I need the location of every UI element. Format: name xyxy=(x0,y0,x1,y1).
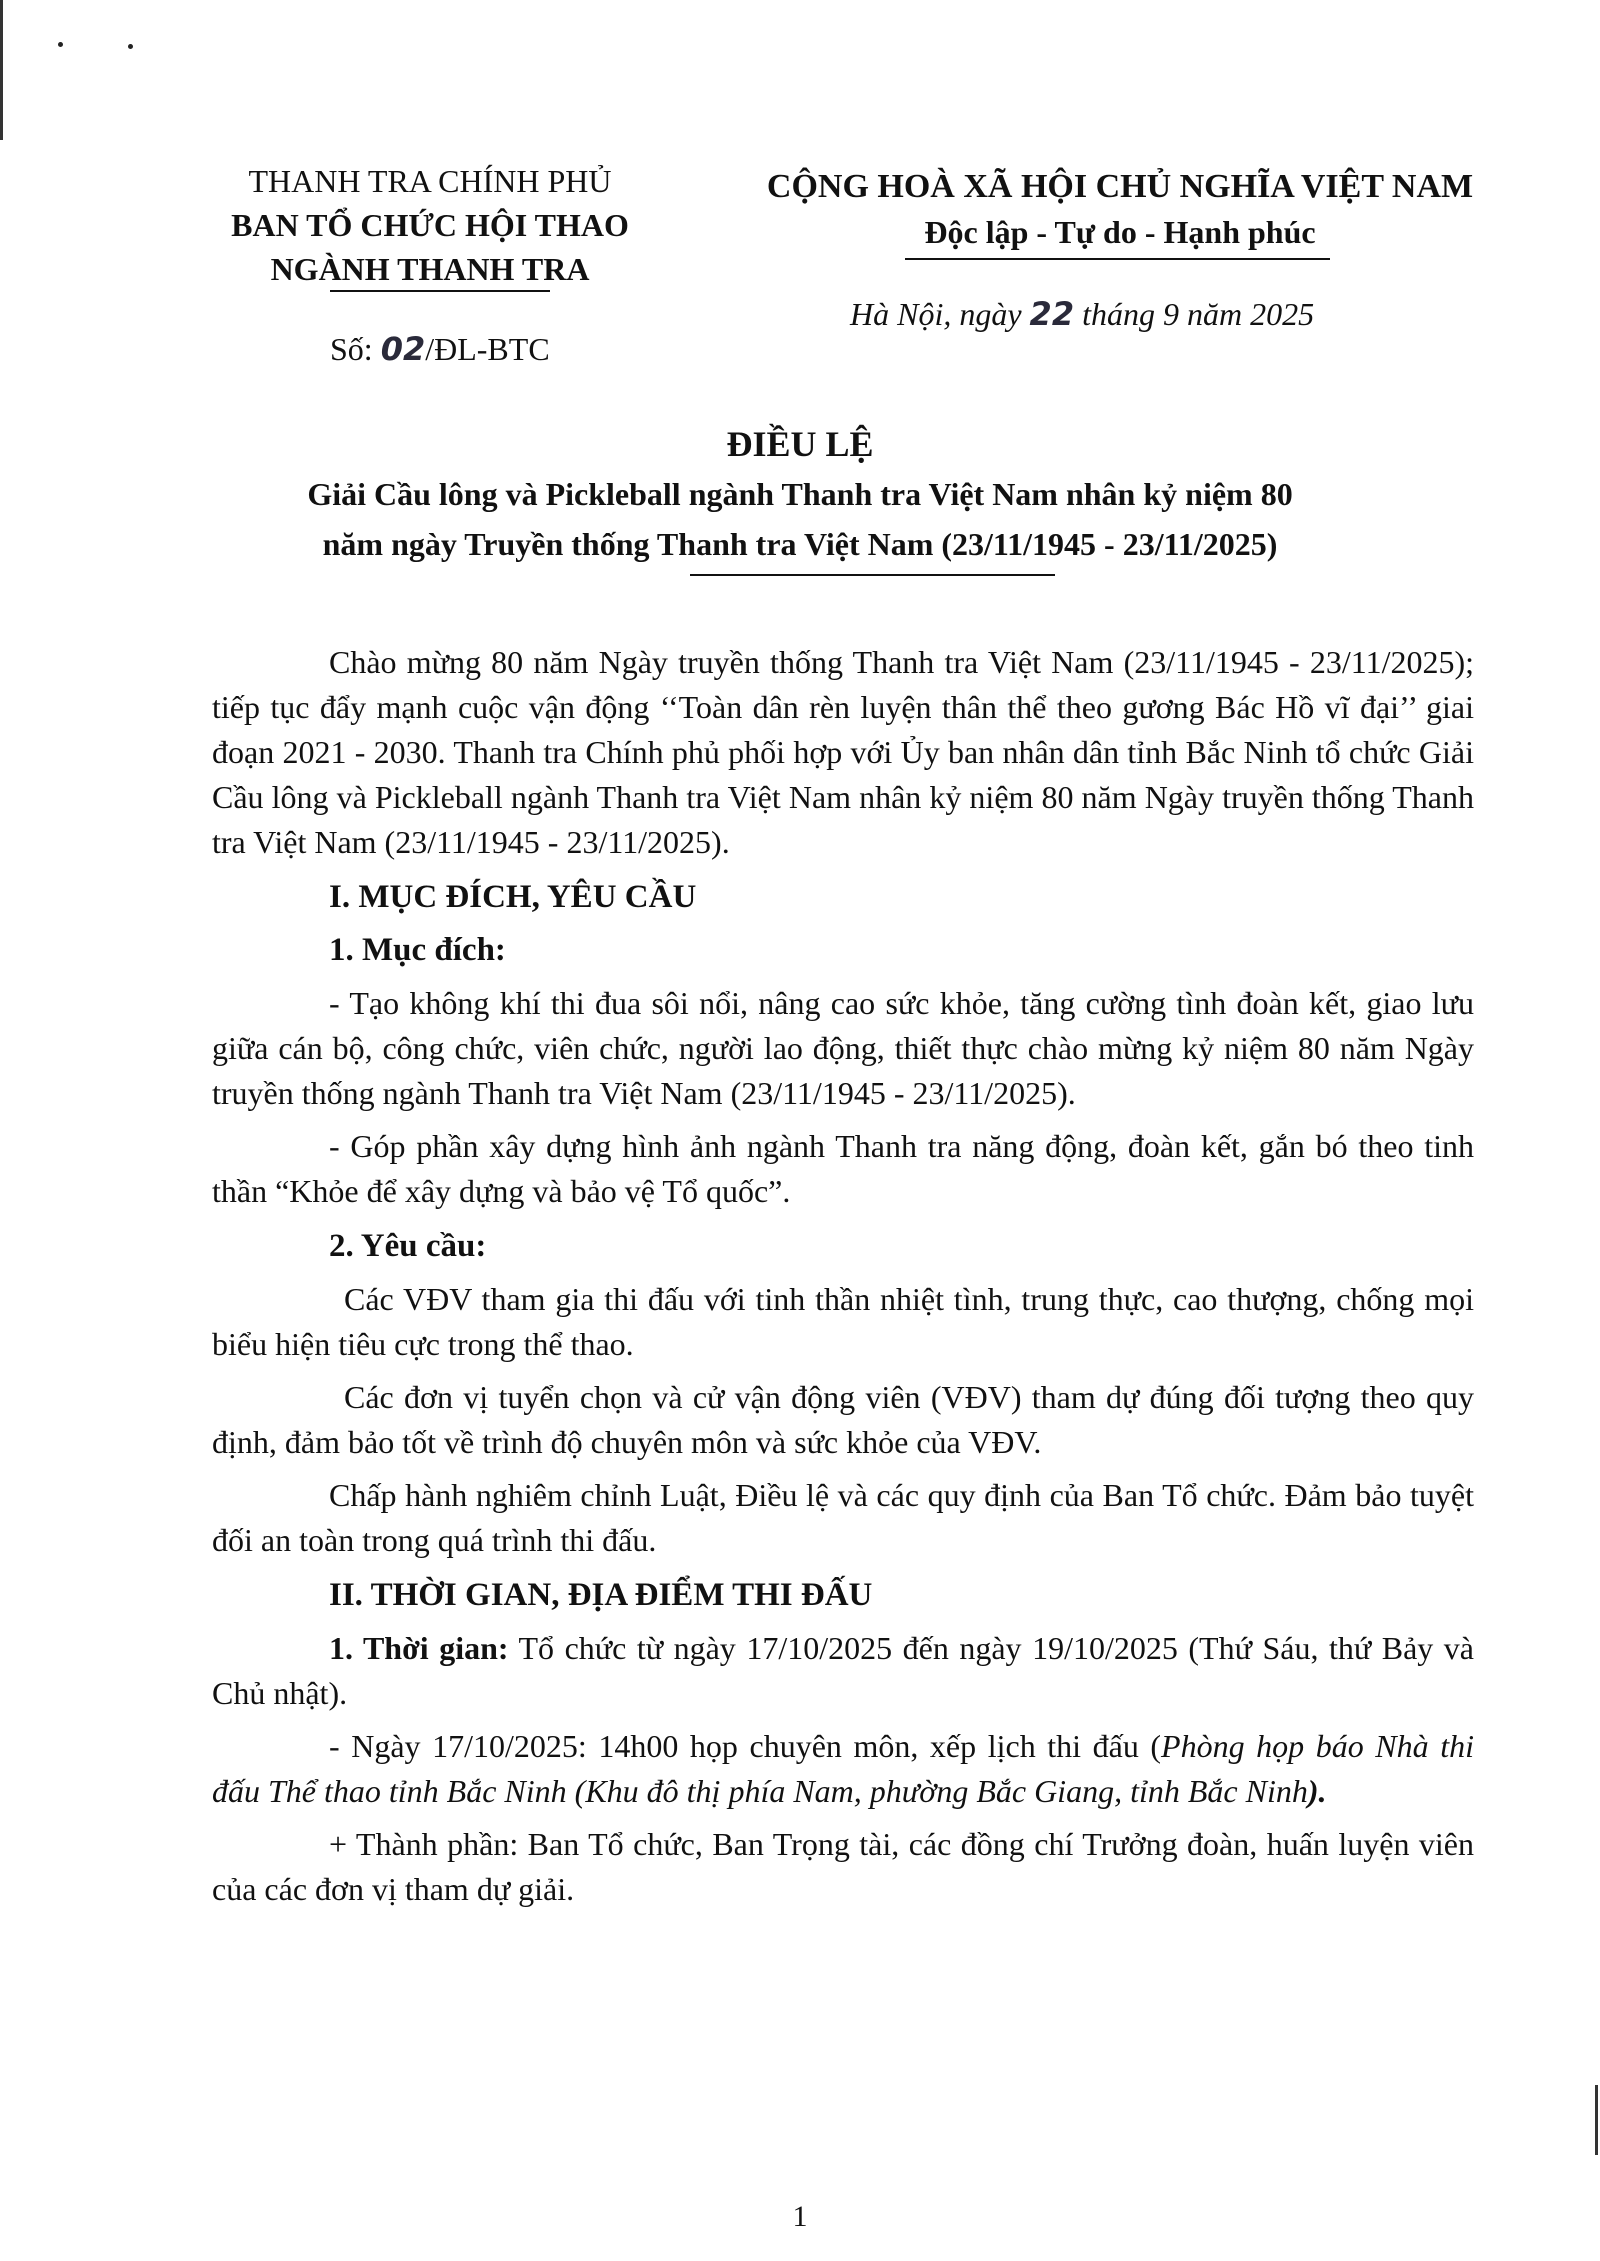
section2-day1-place: Phòng họp báo Nhà thi đấu Thể thao tỉnh Bắc Ninh (Khu đô thị phía Nam, phường Bắc Giang, tỉnh Bắc Ninh xyxy=(212,1728,1475,1809)
document-number-suffix: /ĐL-BTC xyxy=(425,331,550,367)
section2-day1-close: ). xyxy=(1307,1773,1327,1809)
header-committee-line2: NGÀNH THANH TRA xyxy=(270,251,590,287)
scan-edge-mark xyxy=(1595,2085,1598,2155)
section1-sub2-paragraph2: Các đơn vị tuyển chọn và cử vận động viên (VĐV) tham dự đúng đối tượng theo quy định, đảm bảo tốt về trình độ chuyên môn và sức khỏe của VĐV. xyxy=(212,1379,1474,1460)
section1-sub1-paragraph2: - Góp phần xây dựng hình ảnh ngành Thanh tra năng động, đoàn kết, gắn bó theo tinh thần “Khỏe để xây dựng và bảo vệ Tổ quốc”. xyxy=(212,1128,1474,1209)
section1-sub2-paragraph1: Các VĐV tham gia thi đấu với tinh thần nhiệt tình, trung thực, cao thượng, chống mọi biểu hiện tiêu cực trong thể thao. xyxy=(212,1281,1474,1362)
section1-heading: I. MỤC ĐÍCH, YÊU CẦU xyxy=(329,879,697,915)
header-motto: Độc lập - Tự do - Hạnh phúc xyxy=(924,214,1316,250)
title-underline xyxy=(690,574,1055,576)
date-suffix: tháng 9 năm 2025 xyxy=(1082,296,1315,332)
document-number xyxy=(330,330,550,368)
section2-day1-paragraph xyxy=(212,1724,1474,1814)
document-number-prefix: Số: xyxy=(330,331,373,367)
header-committee-line1: BAN TỔ CHỨC HỘI THAO xyxy=(231,207,629,243)
scan-edge-mark xyxy=(0,0,3,140)
date-prefix: Hà Nội, ngày xyxy=(850,296,1022,332)
section1-sub1-heading: 1. Mục đích: xyxy=(329,932,506,968)
scan-speck xyxy=(128,44,133,49)
document-date xyxy=(850,295,1314,333)
document-body xyxy=(212,640,1474,1912)
document-subtitle-line1: Giải Cầu lông và Pickleball ngành Thanh tra Việt Nam nhân kỷ niệm 80 xyxy=(307,476,1293,512)
date-day-handwritten: 22 xyxy=(1029,295,1075,333)
scan-speck xyxy=(58,42,63,47)
section2-heading: II. THỜI GIAN, ĐỊA ĐIỂM THI ĐẤU xyxy=(329,1577,873,1613)
section2-day1-text: - Ngày 17/10/2025: 14h00 họp chuyên môn, xếp lịch thi đấu ( xyxy=(329,1728,1162,1764)
intro-paragraph: Chào mừng 80 năm Ngày truyền thống Thanh tra Việt Nam (23/11/1945 - 23/11/2025); tiếp tục đẩy mạnh cuộc vận động ‘‘Toàn dân rèn luyện thân thể theo gương Bác Hồ vĩ đại’’ giai đoạn 2021 - 2030. Thanh tra Chính phủ phối hợp với Ủy ban nhân dân tỉnh Bắc Ninh tổ chức Giải Cầu lông và Pickleball ngành Thanh tra Việt Nam nhân kỷ niệm 80 năm Ngày truyền thống Thanh tra Việt Nam (23/11/1945 - 23/11/2025). xyxy=(212,644,1474,860)
section1-sub2-paragraph3: Chấp hành nghiêm chỉnh Luật, Điều lệ và các quy định của Ban Tổ chức. Đảm bảo tuyệt đối an toàn trong quá trình thi đấu. xyxy=(212,1477,1474,1558)
document-number-handwritten: 02 xyxy=(380,330,426,368)
page-number: 1 xyxy=(792,2200,808,2233)
header-org: THANH TRA CHÍNH PHỦ xyxy=(248,163,612,199)
header-country: CỘNG HOÀ XÃ HỘI CHỦ NGHĨA VIỆT NAM xyxy=(766,168,1474,205)
section2-members-paragraph: + Thành phần: Ban Tổ chức, Ban Trọng tài, các đồng chí Trưởng đoàn, huấn luyện viên của các đơn vị tham dự giải. xyxy=(212,1826,1474,1907)
document-title: ĐIỀU LỆ xyxy=(726,424,874,464)
document-subtitle-line2: năm ngày Truyền thống Thanh tra Việt Nam (23/11/1945 - 23/11/2025) xyxy=(322,526,1278,562)
section2-time-label: 1. Thời gian: xyxy=(329,1630,509,1666)
header-left-underline xyxy=(330,290,550,292)
section2-time-text: Tổ chức từ ngày 17/10/2025 đến ngày 19/10/2025 (Thứ Sáu, thứ Bảy và Chủ nhật). xyxy=(212,1630,1475,1711)
header-right-underline xyxy=(905,258,1330,260)
section1-sub1-paragraph1: - Tạo không khí thi đua sôi nổi, nâng cao sức khỏe, tăng cường tình đoàn kết, giao lưu giữa cán bộ, công chức, viên chức, người lao động, thiết thực chào mừng kỷ niệm 80 năm Ngày truyền thống ngành Thanh tra Việt Nam (23/11/1945 - 23/11/2025). xyxy=(212,985,1474,1111)
section1-sub2-heading: 2. Yêu cầu: xyxy=(329,1228,487,1264)
section2-time-paragraph xyxy=(212,1626,1474,1716)
